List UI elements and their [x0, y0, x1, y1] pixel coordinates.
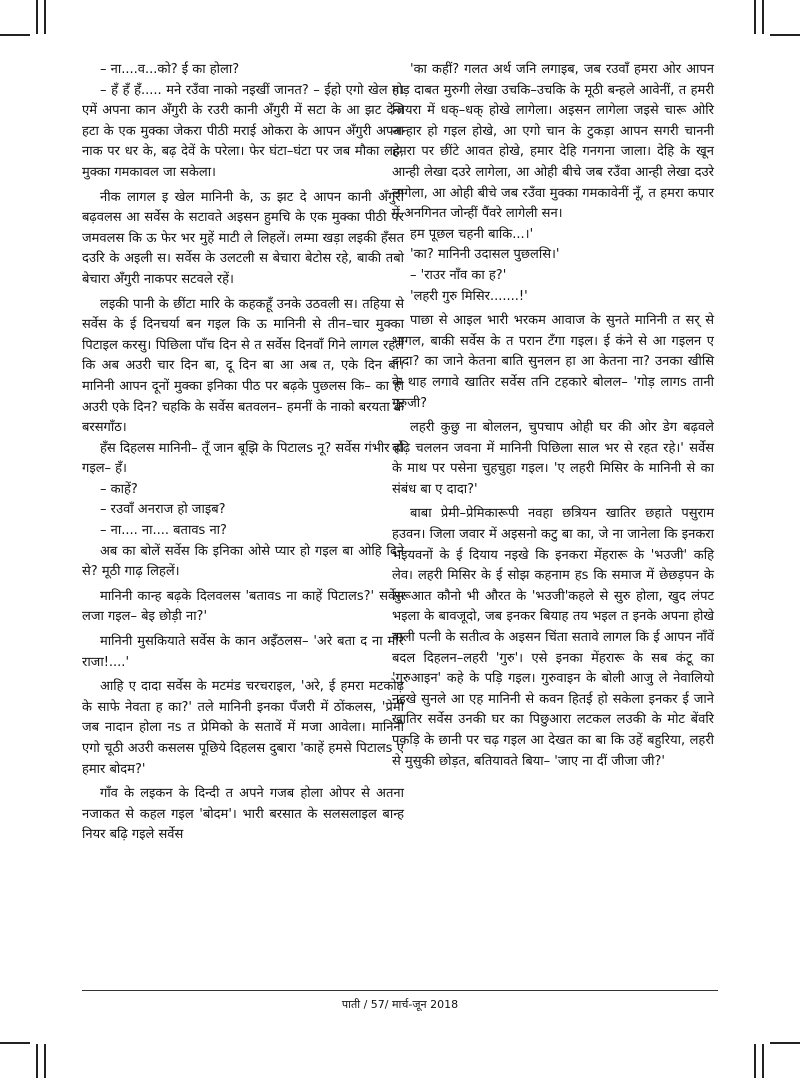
paragraph: गाँव के लइकन के दिन्दी त अपने गजब होला ओपर से अतना नजाकत से कहल गइल 'बोदम'। भारी बरसात के सलसलाइल बान्ह नियर बढ़ि गइले सर्वेस: [82, 786, 404, 843]
crop-mark: [36, 1044, 38, 1078]
paragraph: लइकी पानी के छींटा मारि के कहकहूँ उनके उठवली स। तहिया से सर्वेस के ई दिनचर्या बन गइल कि ऊ मानिनी से तीन–चार मुक्का पिटाइल करसु। पिछिला पाँच दिन से त सर्वेस दिनवाँ गिने लागल रहलें कि अब अउरी चार दिन बा, दू दिन बा आ अब त, एके दिन बा। मानिनी आपन दूनों मुक्का इनिका पीठ पर बढ़के पुछलस कि– का हो अउरी एके दिन? चहकि के सर्वेस बतवलन– हमनीं के नाको बरयता के बरसगाँठ।: [82, 296, 404, 436]
paragraph: – रउवाँ अनराज हो जाइब?: [100, 502, 226, 518]
crop-mark: [36, 0, 38, 34]
footer-rule: [82, 990, 718, 991]
paragraph: पाछा से आइल भारी भरकम आवाज के सुनते मानिनी त सर् से भागल, बाकी सर्वेस के त परान टँगा गइल। ई कंने से आ गइलन ए दादा? का जाने केतना बाति सुनलन हा आ केतना ना? उनका खीसि के थाह लगावे खातिर सर्वेस तनि टहकारे बोलल– 'गोड़ लागs तानी गुरुजी?: [392, 313, 714, 411]
crop-mark: [762, 1044, 764, 1078]
page-footer: पाती / 57/ मार्च-जून 2018: [341, 998, 459, 1011]
paragraph: आहि ए दादा सर्वेस के मटमंड चरचराइल, 'अरे, ई हमरा मटकोढ़ के साफे नेवता ह का?' तले मानिनी इनका पँजरी में ठोंकलस, 'प्रेमी जब नादान होला नs त प्रेमिको के सतावें में मजा आवेला। मानिनी एगो चूठी अउरी कसलस पूछिये दिहलस दुबारा 'काहें हमसे पिटालs ए हमार बोदम?': [82, 679, 404, 777]
crop-mark: [754, 0, 756, 34]
paragraph: 'का कहीं? गलत अर्थ जनि लगाइब, जब रउवाँ हमरा ओर आपन गोड़ दाबत मुरुगी लेखा उचकि–उचकि के मूठी बन्हले आवेनीं, त हमरी जियरा में धक्–धक् होखे लागेला। अइसन लागेला जइसे चारू ओरि अन्हार हो गइल होखे, आ एगो चान के टुकड़ा आपन सगरी चाननी हमरा पर छींटे आवत होखे, हमार देहि गनगना जाला। देहि के खून आन्ही लेखा दउरे लागेला, आ ओही बीचे जब रउँवा आन्ही लेखा दउरे लागेला, आ ओही बीचे जब रउँवा मुक्का गमकावेनीं नूँ, त हमरा कपार में अनगिनत जोन्हीं पैंवरे लागेली सन।: [392, 62, 714, 222]
paragraph: अब का बोलें सर्वेस कि इनिका ओसे प्यार हो गइल बा ओहि दिने से? मूठी गाढ़ लिहलें।: [82, 543, 404, 580]
paragraph: हँस दिहलस मानिनी– तूँ जान बूझि के पिटालs नू? सर्वेस गंभीर हो गइल– हँ।: [82, 440, 404, 477]
crop-mark: [770, 34, 800, 36]
crop-mark: [44, 1044, 46, 1078]
paragraph: लहरी कुछु ना बोललन, चुपचाप ओही घर की ओर डेग बढ़वले बढ़ि चललन जवना में मानिनी पिछिला साल भर से रहत रहे।' सर्वेस के माथ पर पसेना चुहचुहा गइल। 'ए लहरी मिसिर के मानिनी से का संबंध बा ए दादा?': [392, 420, 714, 497]
crop-mark: [762, 0, 764, 34]
paragraph: बाबा प्रेमी–प्रेमिकारूपी नवहा छत्रियन खातिर छहाते पसुराम हउवन। जिला जवार में अइसनो कटु बा का, जे ना जानेला कि इनकरा भइयवनों के ई दियाय नइखे कि इनकरा मेंहरारू के 'भउजी' कहि लेव। लहरी मिसिर के ई सोझ कहनाम हs कि समाज में छेछड़पन के सुरूआत कौनो भी औरत के 'भउजी'कहले से सुरु होला, खुद लंपट भइला के बावजूदो, जब इनकर बियाह तय भइल त इनके अपना होखे वाली पत्नी के सतीत्व के अइसन चिंता सतावे लागल कि ई आपन नाँवें बदल दिहलन–लहरी 'गुरु'। एसे इनका मेंहरारू के सब कंटू का 'गुरुआइन' कहे के पड़ि गइल। गुरुवाइन के बोली आजु ले नेवालियो नइखे सुनले आ एह मानिनी से कवन हितई हो सकेला इनकर ई जाने खातिर सर्वेस उनकी घर का पिछुआरा लटकल लउकी के मोट बेंवरि पकड़ि के छानी पर चढ़ गइल आ देखत का बा कि उहें बहुरिया, लहरी से मुसुकी छोड़त, बतियावते बिया– 'जाए ना दीं जीजा जी?': [392, 506, 714, 769]
paragraph: – ना....व...को? ई का होला?: [100, 62, 240, 77]
paragraph: 'लहरी गुरु मिसिर.......!': [410, 288, 528, 304]
crop-mark: [0, 1042, 30, 1044]
crop-mark: [44, 0, 46, 34]
left-column: [82, 60, 404, 846]
paragraph: – ना.... ना.... बतावs ना?: [100, 523, 227, 539]
crop-mark: [0, 34, 30, 36]
paragraph: मानिनी मुसकियाते सर्वेस के कान अइँठलस– 'अरे बता द ना मोरे राजा!....': [82, 634, 404, 670]
paragraph: – 'राउर नाँव का ह?': [410, 267, 507, 283]
paragraph: नीक लागल इ खेल मानिनी के, ऊ झट दे आपन कानी अँगुरी बढ़वलस आ सर्वेस के सटावते अइसन हुमचि के एक मुक्का पीठी पर जमवलस कि ऊ फेर भर मुहें माटी ले लिहलें। लम्मा खड़ा लइकी हँसत दउरि के अइली स। सर्वेस के उलटली स बेचारा बेटोस रहे, बाकी तबो बेचारा अँगुरी नाकपर सटवले रहें।: [82, 189, 404, 287]
paragraph: – हँ हँ हँ..... मने रउँवा नाको नइखीं जानत? – ईहो एगो खेल ह। एमें अपना कान अँगुरी के रउरी कानी अँगुरी में सटा के आ झट देना हटा के एक मुक्का जेकरा पीठी मराई ओकरा के आपन अँगुरी अपना नाक पर धर के, बढ़ देवें के परेला। फेर घंटा–घंटा पर जब मौका लहे, मुक्का गमकावल जा सकेला।: [82, 82, 404, 180]
crop-mark: [770, 1042, 800, 1044]
paragraph: हम पूछल चहनी बाकि...।': [410, 226, 534, 242]
crop-mark: [754, 1044, 756, 1078]
paragraph: – काहें?: [100, 481, 138, 497]
right-column: [392, 60, 714, 772]
paragraph: मानिनी कान्ह बढ़के दिलवलस 'बतावs ना काहें पिटालs?' सर्वेस लजा गइल– बेइ छोड़ी ना?': [82, 588, 404, 625]
paragraph: 'का? मानिनी उदासल पुछलसि।': [410, 247, 560, 263]
